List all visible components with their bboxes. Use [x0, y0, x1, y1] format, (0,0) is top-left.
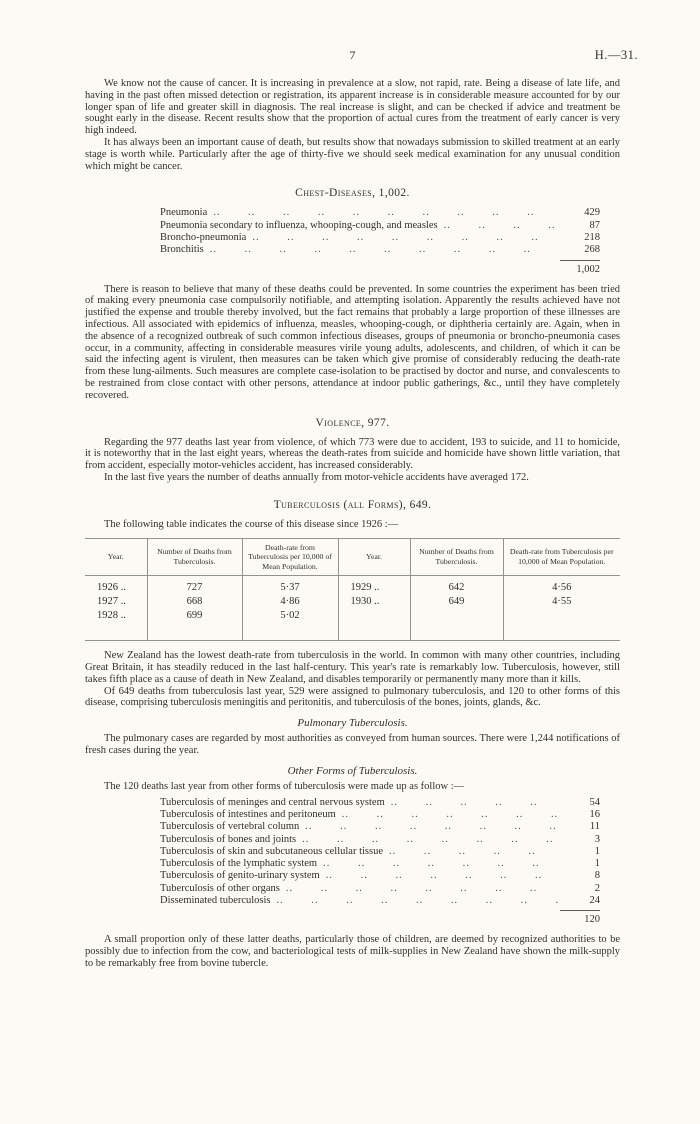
item-value: 268 — [584, 244, 600, 256]
list-item — [160, 809, 600, 821]
paragraph-tuberculosis-2: Of 649 deaths from tuberculosis last year, 529 were assigned to pulmonary tuberculosis, and 120 to other forms of this disease, comprising tuberculosis meningitis and peritonitis, and tuberculosis of the bones, joints, glands, &c. — [85, 685, 620, 709]
list-item — [160, 797, 600, 809]
item-value: 3 — [594, 833, 600, 845]
section-heading-violence: Violence, 977. — [315, 416, 390, 429]
item-value: 87 — [589, 219, 600, 231]
paragraph-tuberculosis-intro: The following table indicates the course of this disease since 1926 :— — [104, 518, 399, 530]
item-label: Tuberculosis of the lymphatic system — [160, 858, 318, 870]
item-value: 429 — [584, 207, 600, 219]
page-header — [85, 48, 638, 64]
item-value: 11 — [589, 821, 600, 833]
table-cell: 727 — [147, 576, 242, 596]
item-value: 2 — [594, 882, 600, 894]
table-row — [85, 595, 620, 609]
paragraph-pulmonary: The pulmonary cases are regarded by most authorities as conveyed from human sources. There were 1,244 notifications of fresh cases during the year. — [85, 733, 620, 757]
table-cell: 649 — [410, 595, 503, 609]
dot-leader — [305, 821, 558, 833]
dot-leader — [210, 244, 558, 256]
paragraph-violence-2: In the last five years the number of deaths annually from motor-vehicle accidents have averaged 172. — [104, 471, 529, 483]
list-item — [160, 220, 600, 232]
item-value: 16 — [589, 808, 600, 820]
item-label: Pneumonia — [160, 207, 208, 219]
dot-leader — [323, 858, 558, 870]
table-row — [85, 576, 620, 596]
table-cell: 4·55 — [503, 595, 620, 609]
item-label: Tuberculosis of vertebral column — [160, 821, 300, 833]
table-cell — [410, 609, 503, 641]
paragraph-cancer-2: It has always been an important cause of death, but results show that nowadays submission to skilled treatment at an early stage is worth while. Particularly after the age of thirty-five we should seek medical examination for any unusual condition which might be cancer. — [85, 136, 620, 172]
list-item — [160, 846, 600, 858]
table-header-cell: Number of Deaths from Tuberculosis. — [147, 538, 242, 576]
item-label: Tuberculosis of skin and subcutaneous cellular tissue — [160, 845, 383, 857]
list-item — [160, 870, 600, 882]
table-cell: 1926 .. — [97, 582, 126, 594]
table-cell — [503, 609, 620, 641]
subsection-heading-other-forms: Other Forms of Tuberculosis. — [287, 764, 418, 777]
total-value: 120 — [560, 910, 600, 925]
paragraph-other-forms-intro: The 120 deaths last year from other forms of tuberculosis were made up as follow :— — [104, 780, 465, 792]
table-cell: 1928 .. — [97, 610, 126, 622]
list-item — [160, 883, 600, 895]
item-label: Tuberculosis of intestines and peritoneum — [160, 808, 336, 820]
item-label: Bronchitis — [160, 244, 204, 256]
dot-leader — [213, 207, 558, 219]
dot-leader — [326, 870, 558, 882]
item-label: Tuberculosis of genito-urinary system — [160, 870, 320, 882]
total-value: 1,002 — [560, 260, 600, 275]
section-heading-chest-diseases: Chest-Diseases, 1,002. — [295, 187, 410, 200]
list-item — [160, 895, 600, 907]
dot-leader — [302, 834, 558, 846]
list-item — [160, 207, 600, 219]
table-cell: 5·37 — [242, 576, 338, 596]
table-cell: 1930 .. — [338, 595, 410, 609]
dot-leader — [286, 883, 558, 895]
table-row — [85, 609, 620, 641]
dot-leader — [252, 232, 558, 244]
document-reference: H.—31. — [594, 48, 638, 62]
item-label: Tuberculosis of meninges and central nervous system — [160, 796, 385, 808]
paragraph-tuberculosis-1: New Zealand has the lowest death-rate from tuberculosis in the world. In common with many other countries, including Great Britain, it has steadily reduced in the last half-century. This year's rate is remarkably low. Tuberculosis, however, still takes fifth place as a cause of death in New Zealand, and disables temporarily or permanently many more than it kills. — [85, 650, 620, 685]
list-item — [160, 834, 600, 846]
item-label: Broncho-pneumonia — [160, 231, 247, 243]
item-value: 1 — [594, 858, 600, 870]
list-item — [160, 858, 600, 870]
table-cell: 1927 .. — [97, 596, 126, 608]
table-cell: 4·56 — [503, 576, 620, 596]
dot-leader — [389, 846, 558, 858]
chest-diseases-total-row — [85, 260, 600, 275]
list-item — [160, 232, 600, 244]
table-header-cell: Year. — [338, 538, 410, 576]
chest-diseases-list — [160, 207, 600, 256]
item-label: Pneumonia secondary to influenza, whooping-cough, and measles — [160, 219, 438, 231]
table-header-cell: Death-rate from Tuberculosis per 10,000 of Mean Population. — [242, 538, 338, 576]
item-label: Disseminated tuberculosis — [160, 895, 271, 907]
item-value: 1 — [594, 845, 600, 857]
dot-leader — [444, 220, 558, 232]
dot-leader — [342, 809, 558, 821]
table-cell: 668 — [147, 595, 242, 609]
other-forms-total-row — [85, 910, 600, 925]
table-cell: 699 — [147, 609, 242, 641]
table-cell: 1929 .. — [338, 576, 410, 596]
tuberculosis-table — [85, 538, 620, 642]
list-item — [160, 244, 600, 256]
table-header-cell: Death-rate from Tuberculosis per 10,000 of Mean Population. — [503, 538, 620, 576]
item-value: 24 — [589, 895, 600, 907]
page-number: 7 — [349, 48, 356, 62]
item-value: 8 — [594, 870, 600, 882]
paragraph-closing: A small proportion only of these latter deaths, particularly those of children, are deemed by recognized authorities to be possibly due to infection from the cow, and bacteriological tests of milk-supplies in New Zealand have shown the milk-supply to be remarkably free from bovine tubercle. — [85, 934, 620, 969]
section-heading-tuberculosis: Tuberculosis (all Forms), 649. — [273, 498, 432, 511]
table-cell — [338, 609, 410, 641]
item-value: 54 — [589, 796, 600, 808]
other-forms-list — [160, 797, 600, 908]
table-header-row — [85, 538, 620, 576]
paragraph-chest-prevention: There is reason to believe that many of these deaths could be prevented. In some countries the experiment has been tried of making every pneumonia case compulsorily notifiable, and attempting isolation. Apparently the results achieved have not justified the expense and trouble thereby involved, but the fact remains that probably a large proportion of these illnesses are infectious. All associated with epidemics of influenza, measles, whooping-cough, or diphtheria certainly are. Again, when in the absence of a recognized outbreak of such common infectious diseases, groups of pneumonia or broncho-pneumonia cases occur, in a community, affecting in considerable measures virile young adults, adolescents, and children, of which it can be said the infecting agent is virulent, then measures can be taken which give promise of considerably reducing the death-rate from these lung-ailments. Such measures are complete case-isolation to be practised by doctor and nurse, and convalescents to be restrained from close contact with other persons, attendance at indoor public gatherings, &c., until they have completely recovered. — [85, 283, 620, 401]
list-item — [160, 821, 600, 833]
dot-leader — [391, 797, 558, 809]
subsection-heading-pulmonary: Pulmonary Tuberculosis. — [297, 717, 408, 730]
dot-leader — [277, 895, 558, 907]
paragraph-cancer-1: We know not the cause of cancer. It is increasing in prevalence at a slow, not rapid, rate. Being a disease of late life, and having in the past often missed detection or registration, its apparent increase is in considerable measure accounted for by our longer span of life and greater skill in diagnosis. The real increase is slight, and can be checked if advice and treatment be sought early in the disease. Recent results show that the proportion of actual cures from the treatment of early cancer is very high indeed. — [85, 78, 620, 137]
item-label: Tuberculosis of bones and joints — [160, 833, 297, 845]
table-cell: 642 — [410, 576, 503, 596]
item-value: 218 — [584, 231, 600, 243]
item-label: Tuberculosis of other organs — [160, 882, 280, 894]
table-cell: 5·02 — [242, 609, 338, 641]
table-header-cell: Number of Deaths from Tuberculosis. — [410, 538, 503, 576]
table-header-cell: Year. — [107, 552, 124, 562]
paragraph-violence-1: Regarding the 977 deaths last year from violence, of which 773 were due to accident, 193 to suicide, and 11 to homicide, it is noteworthy that in the last eight years, whereas the death-rates from suicide and homicide have shown little variation, that from accident, especially motor-vehicles accident, has increased considerably. — [85, 436, 620, 472]
table-cell: 4·86 — [242, 595, 338, 609]
